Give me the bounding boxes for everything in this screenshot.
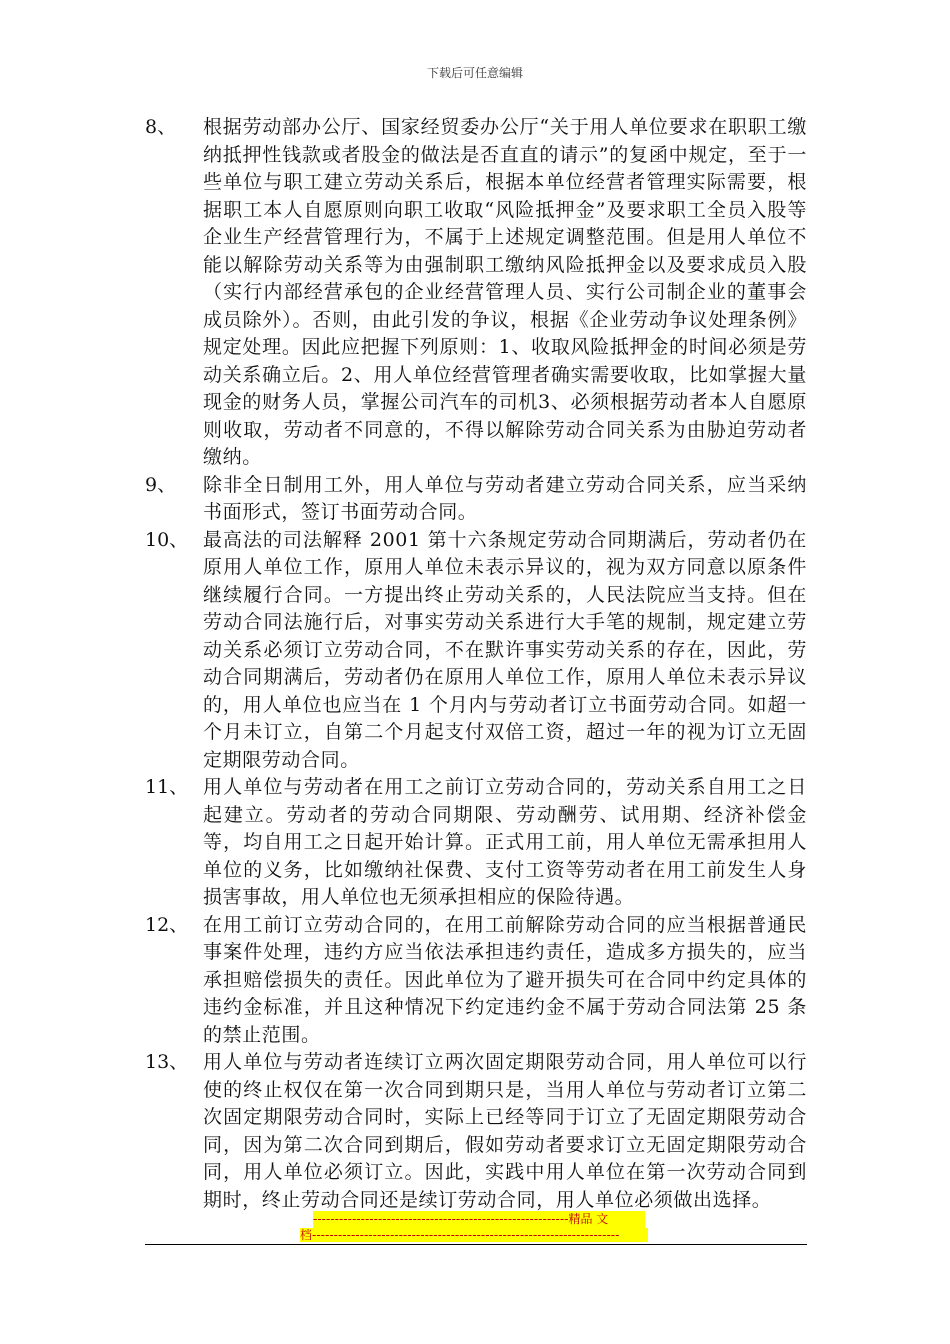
item-number: 8、 xyxy=(145,116,177,138)
item-number: 9、 xyxy=(145,473,177,496)
item-text: 最高法的司法解释 2001 第十六条规定劳动合同期满后，劳动者仍在原用人单位工作，原用人单位未表示异议的，视为双方同意以原条件继续履行合同。一方提出终止劳动关系的，人民法院应当支持。但在劳动合同法施行后，对事实劳动关系进行大手笔的规制，规定建立劳动关系必须订立劳动合同，不在默许事实劳动关系的存在，因此，劳动合同期满后，劳动者仍在原用人单位工作，原用人单位未表示异议的，用人单位也应当在 1 个月内与劳动者订立书面劳动合同。如超一个月未订立，自第二个月起支付双倍工资，超过一年的视为订立无固定期限劳动合同。 xyxy=(203,528,807,771)
footer-divider xyxy=(145,1244,807,1245)
item-text: 除非全日制用工外，用人单位与劳动者建立劳动合同关系，应当采纳书面形式，签订书面劳动合同。 xyxy=(203,473,807,523)
list-item xyxy=(145,472,807,527)
list-item xyxy=(145,114,807,472)
list-item xyxy=(145,527,807,775)
list-item xyxy=(145,1049,807,1214)
item-number: 13、 xyxy=(145,1051,189,1073)
item-number: 10、 xyxy=(145,528,189,551)
list-item xyxy=(145,774,807,912)
list-item xyxy=(145,912,807,1050)
item-text: 根据劳动部办公厅、国家经贸委办公厅“关于用人单位要求在职职工缴纳抵押性钱款或者股金的做法是否直直的请示”的复函中规定，至于一些单位与职工建立劳动关系后，根据本单位经营者管理实际需要，根据职工本人自愿原则向职工收取“风险抵押金”及要求职工全员入股等企业生产经营管理行为，不属于上述规定调整范围。但是用人单位不能以解除劳动关系等为由强制职工缴纳风险抵押金以及要求成员入股（实行内部经营承包的企业经营管理人员、实行公司制企业的董事会成员除外）。否则，由此引发的争议，根据《企业劳动争议处理条例》规定处理。因此应把握下列原则：1、收取风险抵押金的时间必须是劳动关系确立后。2、用人单位经营管理者确实需要收取，比如掌握大量现金的财务人员，掌握公司汽车的司机3、必须根据劳动者本人自愿原则收取，劳动者不同意的，不得以解除劳动合同关系为由胁迫劳动者缴纳。 xyxy=(203,116,807,468)
item-number: 11、 xyxy=(145,776,189,798)
item-text: 用人单位与劳动者连续订立两次固定期限劳动合同，用人单位可以行使的终止权仅在第一次合同到期只是，当用人单位与劳动者订立第二次固定期限劳动合同时，实际上已经等同于订立了无固定期限劳动合同，因为第二次合同到期后，假如劳动者要求订立无固定期限劳动合同，用人单位必须订立。因此，实践中用人单位在第一次劳动合同到期时，终止劳动合同还是续订劳动合同，用人单位必须做出选择。 xyxy=(203,1051,807,1211)
item-number: 12、 xyxy=(145,913,189,936)
footer-watermark-line-1: -----------------------------------------------------------精品 文 xyxy=(313,1211,645,1228)
document-body xyxy=(145,114,807,1214)
item-text: 在用工前订立劳动合同的，在用工前解除劳动合同的应当根据普通民事案件处理，违约方应当依法承担违约责任，造成多方损失的，应当承担赔偿损失的责任。因此单位为了避开损失可在合同中约定具体的违约金标准，并且这种情况下约定违约金不属于劳动合同法第 25 条的禁止范围。 xyxy=(203,913,807,1046)
footer-watermark-line-2: 档----------------------------------------------------------------------- xyxy=(300,1228,648,1242)
page-header: 下载后可任意编辑 xyxy=(426,66,523,80)
item-text: 用人单位与劳动者在用工之前订立劳动合同的，劳动关系自用工之日起建立。劳动者的劳动合同期限、劳动酬劳、试用期、经济补偿金等，均自用工之日起开始计算。正式用工前，用人单位无需承担用人单位的义务，比如缴纳社保费、支付工资等劳动者在用工前发生人身损害事故，用人单位也无须承担相应的保险待遇。 xyxy=(203,776,807,908)
